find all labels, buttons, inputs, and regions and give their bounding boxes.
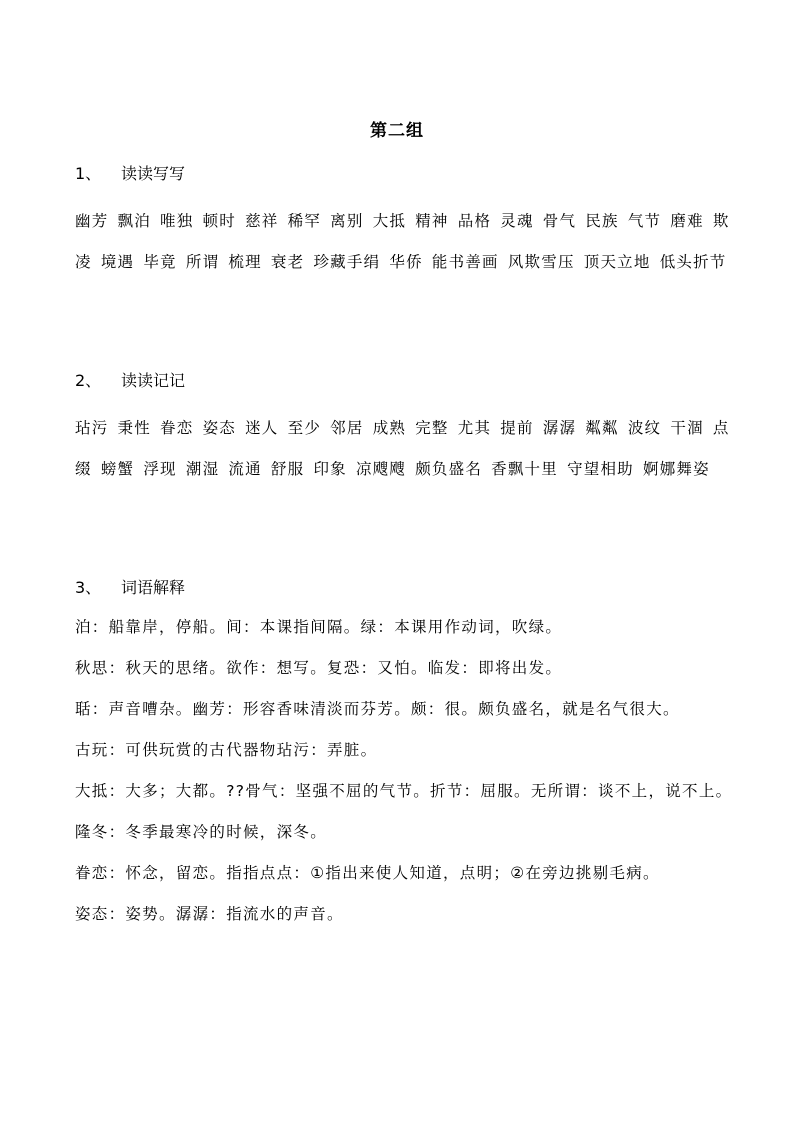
explanation-line: 秋思：秋天的思绪。欲作：想写。复恐：又怕。临发：即将出发。 (75, 659, 563, 677)
explanation-line: 大抵：大多；大都。??骨气：坚强不屈的气节。折节：屈服。无所谓：谈不上，说不上。隆冬：冬季最寒冷的时候，深冬。 (75, 782, 733, 841)
page-title: 第二组 (370, 121, 424, 141)
section-heading (75, 366, 735, 396)
section-read-write (75, 159, 735, 283)
section-heading (75, 573, 735, 603)
section-number: 2、 (75, 371, 102, 390)
section-title: 读读写写 (121, 164, 186, 183)
section-heading (75, 159, 735, 189)
vocabulary-list: 幽芳 飘泊 唯独 顿时 慈祥 稀罕 离别 大抵 精神 品格 灵魂 骨气 民族 气节 磨难 欺凌 境遇 毕竟 所谓 梳理 衰老 珍藏手绢 华侨 能书善画 风欺雪压 顶天立地 低头折节 (75, 212, 730, 271)
explanation-line: 古玩：可供玩赏的古代器物玷污：弄脏。 (75, 741, 378, 759)
section-number: 1、 (75, 164, 102, 183)
explanation-line: 聒：声音嘈杂。幽芳：形容香味清淡而芬芳。颇：很。颇负盛名，就是名气很大。 (75, 700, 680, 718)
explanation-line: 眷恋：怀念，留恋。指指点点：①指出来使人知道，点明；②在旁边挑剔毛病。 (75, 864, 660, 882)
section-title: 读读记记 (121, 371, 186, 390)
vocabulary-list: 玷污 秉性 眷恋 姿态 迷人 至少 邻居 成熟 完整 尤其 提前 潺潺 粼粼 波纹 干涸 点缀 螃蟹 浮现 潮湿 流通 舒服 印象 凉飕飕 颇负盛名 香飘十里 守望相助 婀娜舞姿 (75, 419, 730, 478)
section-word-explanation (75, 573, 735, 935)
explanation-line: 泊：船靠岸，停船。间：本课指间隔。绿：本课用作动词，吹绿。 (75, 618, 563, 636)
section-read-remember (75, 366, 735, 490)
explanation-line: 姿态：姿势。潺潺：指流水的声音。 (75, 905, 344, 923)
explanation-list (75, 607, 735, 935)
section-title: 词语解释 (121, 578, 186, 597)
section-number: 3、 (75, 578, 102, 597)
